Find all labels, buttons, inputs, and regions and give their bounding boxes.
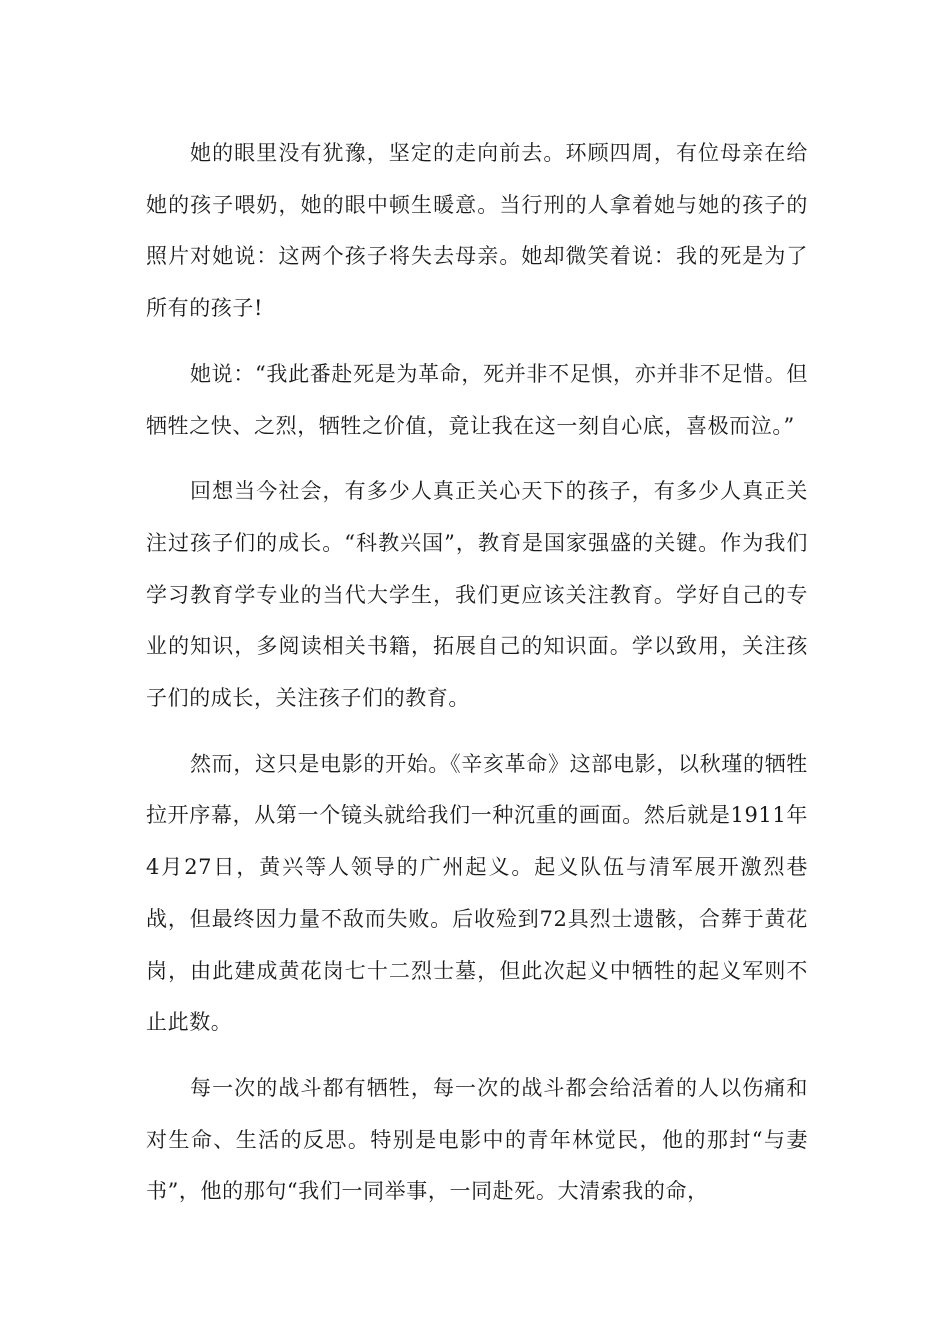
paragraph-5: 每一次的战斗都有牺牲，每一次的战斗都会给活着的人以伤痛和对生命、生活的反思。特别是电影中的青年林觉民，他的那封“与妻书”，他的那句“我们一同举事，一同赴死。大清索我的命，	[146, 1075, 808, 1204]
paragraph-3: 回想当今社会，有多少人真正关心天下的孩子，有多少人真正关注过孩子们的成长。“科教兴国”，教育是国家强盛的关键。作为我们学习教育学专业的当代大学生，我们更应该关注教育。学好自己的专业的知识，多阅读相关书籍，拓展自己的知识面。学以致用，关注孩子们的成长，关注孩子们的教育。	[146, 479, 808, 711]
document-body	[146, 128, 808, 1232]
paragraph-1: 她的眼里没有犹豫，坚定的走向前去。环顾四周，有位母亲在给她的孩子喂奶，她的眼中顿生暖意。当行刑的人拿着她与她的孩子的照片对她说：这两个孩子将失去母亲。她却微笑着说：我的死是为了所有的孩子!	[146, 141, 808, 321]
paragraph-2: 她说：“我此番赴死是为革命，死并非不足惧，亦并非不足惜。但牺牲之快、之烈，牺牲之价值，竟让我在这一刻自心底，喜极而泣。”	[146, 361, 808, 438]
paragraph-4: 然而，这只是电影的开始。《辛亥革命》这部电影，以秋瑾的牺牲拉开序幕，从第一个镜头就给我们一种沉重的画面。然后就是1911年4月27日，黄兴等人领导的广州起义。起义队伍与清军展开激烈巷战，但最终因力量不敌而失败。后收殓到72具烈士遗骸，合葬于黄花岗，由此建成黄花岗七十二烈士墓，但此次起义中牺牲的起义军则不止此数。	[146, 751, 808, 1035]
